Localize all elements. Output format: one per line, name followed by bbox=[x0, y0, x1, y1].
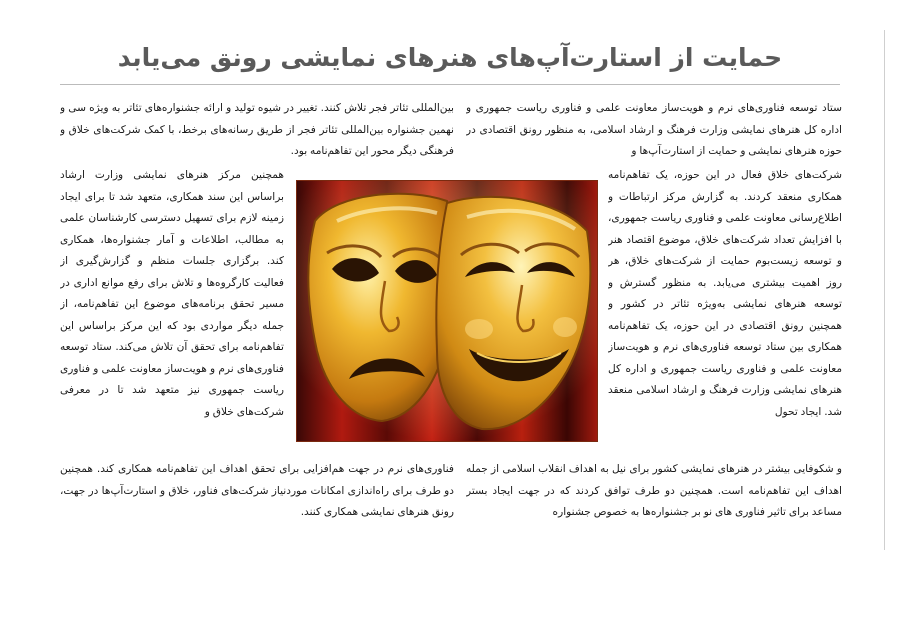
article-paragraph-right-top: ستاد توسعه فناوری‌های نرم و هویت‌ساز معاونت علمی و فناوری ریاست جمهوری و اداره کل هنرهای نمایشی وزارت فرهنگ و ارشاد اسلامی، به منظور رونق اقتصادی در حوزه هنرهای نمایشی و حمایت از استارت‌آپ‌ها و bbox=[466, 102, 842, 157]
article-paragraph-left-bottom: فناوری‌های نرم در جهت هم‌افزایی برای تحقق اهداف این تفاهم‌نامه همکاری کند. همچنین دو طرف برای راه‌اندازی امکانات موردنیاز شرکت‌های فناور، خلاق و استارت‌آپ‌ها در جهت، رونق هنرهای نمایشی همکاری کنند. bbox=[60, 463, 454, 518]
theatre-masks-image bbox=[296, 180, 598, 442]
article-paragraph-left-top: بین‌المللی تئاتر فجر تلاش کنند. تغییر در شیوه تولید و ارائه جشنواره‌های تئاتر به ویژه سی و نهمین جشنواره بین‌المللی تئاتر فجر از طریق رسانه‌های برخط، با کمک شرکت‌های خلاق و فرهنگی دیگر محور این تفاهم‌نامه بود. bbox=[60, 102, 454, 157]
column-divider bbox=[884, 30, 885, 550]
article-paragraph-left-middle: همچنین مرکز هنرهای نمایشی وزارت ارشاد براساس این سند همکاری، متعهد شد تا برای ایجاد زمینه لازم برای تسهیل دسترسی کارشناسان علمی به مطالب، اطلاعات و آمار جشنواره‌ها، همکاری کند. برگزاری جلسات منظم و گزارش‌گیری از فعالیت کارگروه‌ها و تلاش برای رفع موانع اداری در مسیر تحقق برنامه‌های موضوع این تفاهم‌نامه، از جمله دیگر مواردی بود که این مرکز براساس این تفاهم‌نامه برای تحقق آن تلاش می‌کند. ستاد توسعه فناوری‌های نرم و هویت‌ساز معاونت علمی و فناوری ریاست جمهوری نیز متعهد شد تا در معرفی شرکت‌های خلاق و bbox=[60, 169, 284, 418]
article-headline: حمایت از استارت‌آپ‌های هنرهای نمایشی رونق می‌یابد bbox=[117, 43, 783, 72]
article-paragraph-right-middle: شرکت‌های خلاق فعال در این حوزه، یک تفاهم‌نامه همکاری منعقد کردند. به گزارش مرکز ارتباطات و اطلاع‌رسانی معاونت علمی و فناوری ریاست جمهوری، با افزایش تعداد شرکت‌های خلاق، موضوع اقتصاد هنر و توسعه زیست‌بوم حمایت از شرکت‌های خلاق، هر روز اهمیت بیشتری می‌یابد. به منظور گسترش و توسعه هنرهای نمایشی به‌ویژه تئاتر در کشور و همچنین رونق اقتصادی در این حوزه، یک تفاهم‌نامه همکاری بین ستاد توسعه فناوری‌های نرم و هویت‌ساز معاونت علمی و فناوری ریاست جمهوری و اداره کل هنرهای نمایشی وزارت فرهنگ و ارشاد اسلامی منعقد شد. ایجاد تحول bbox=[608, 169, 842, 418]
article-paragraph-right-bottom: و شکوفایی بیشتر در هنرهای نمایشی کشور برای نیل به اهداف انقلاب اسلامی از جمله اهداف این تفاهم‌نامه است. همچنین دو طرف توافق کردند که در جهت ایجاد بستر مساعد برای تاثیر فناوری های نو بر جشنواره‌ها به خصوص جشنواره bbox=[466, 463, 842, 518]
headline-divider bbox=[60, 84, 840, 85]
